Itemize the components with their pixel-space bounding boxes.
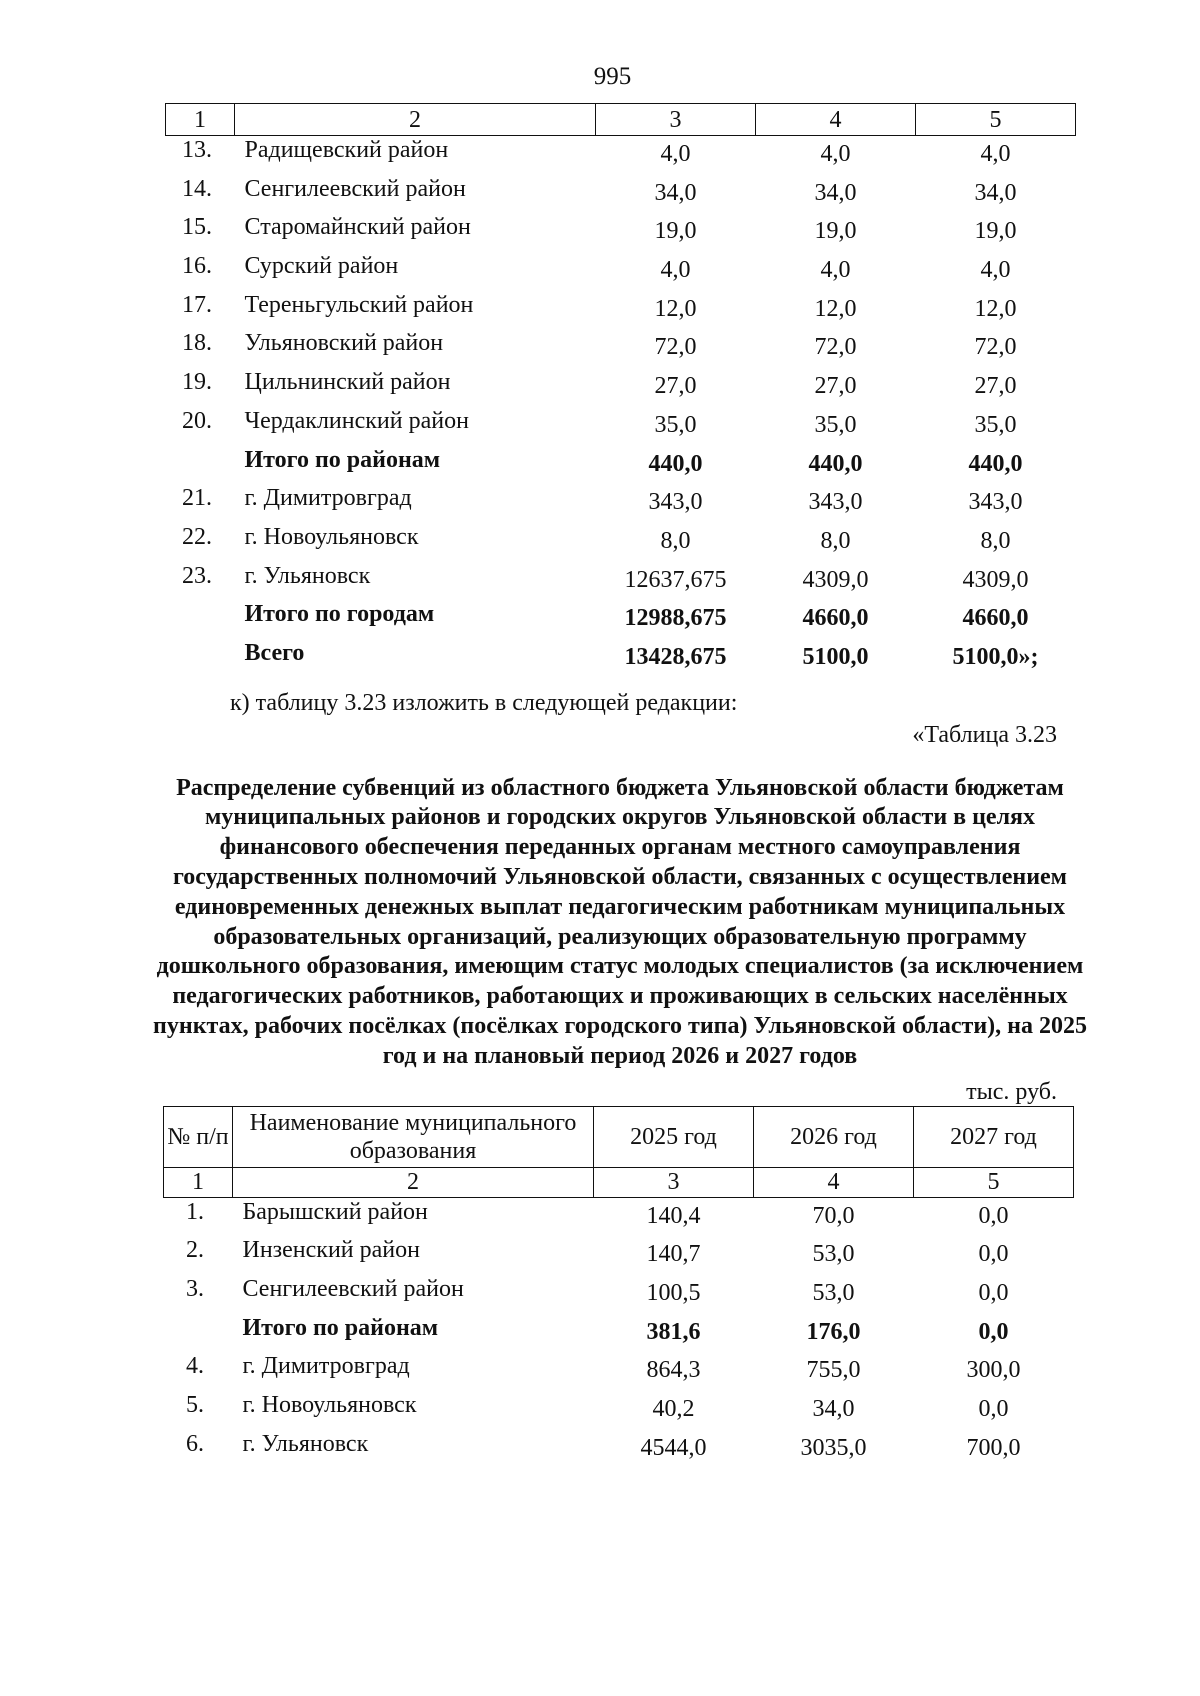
table-row xyxy=(166,252,1076,291)
table-3-23 xyxy=(163,1106,1074,1469)
row-value: 4,0 xyxy=(980,257,1011,284)
header-2025: 2025 год xyxy=(594,1106,754,1167)
row-value: 4,0 xyxy=(980,141,1011,167)
row-value: 72,0 xyxy=(654,334,697,361)
row-name: Старомайнский район xyxy=(244,214,471,241)
row-number: 21. xyxy=(182,485,212,512)
row-value: 5100,0 xyxy=(802,643,869,670)
row-value: 440,0 xyxy=(648,450,703,477)
row-value: 53,0 xyxy=(812,1241,855,1268)
row-number xyxy=(166,639,235,678)
row-value: 4309,0 xyxy=(802,566,869,593)
table-row xyxy=(164,1430,1074,1469)
row-number: 23. xyxy=(182,562,212,589)
col-num: 4 xyxy=(754,1167,914,1197)
row-name: Цильнинский район xyxy=(244,369,451,396)
row-value: 381,6 xyxy=(646,1318,701,1345)
header-number: № п/п xyxy=(164,1106,233,1167)
col-num: 5 xyxy=(914,1167,1074,1197)
row-number: 16. xyxy=(182,253,212,280)
table-row xyxy=(166,407,1076,446)
row-value: 34,0 xyxy=(974,179,1017,206)
row-value: 4309,0 xyxy=(962,566,1029,593)
row-name: Ульяновский район xyxy=(244,330,444,357)
col-num: 5 xyxy=(916,104,1076,136)
row-name: Инзенский район xyxy=(242,1237,420,1264)
row-value: 12,0 xyxy=(974,295,1017,322)
row-value: 3035,0 xyxy=(800,1434,867,1461)
row-value: 35,0 xyxy=(654,411,697,438)
row-value: 4,0 xyxy=(820,141,851,167)
row-number xyxy=(166,600,235,639)
col-num: 1 xyxy=(166,104,235,136)
row-value: 27,0 xyxy=(814,373,857,400)
col-num: 3 xyxy=(596,104,756,136)
table-row xyxy=(166,291,1076,330)
row-name: г. Ульяновск xyxy=(244,562,371,589)
page-content xyxy=(0,103,1200,1468)
table-title: Распределение субвенций из областного бюджета Ульяновской области бюджетам муниципальных районов и городских округов Ульяновской области в целях финансового обеспечения переданных органам местного самоуправления государственных полномочий Ульяновской области, связанных с осуществлением единовременных денежных выплат педагогическим работникам муниципальных образовательных организаций, реализующих образовательную программу дошкольного образования, имеющим статус молодых специалистов (за исключением педагогических работников, работающих и проживающих в сельских населённых пунктах, рабочих посёлках (посёлках городского типа) Ульяновской области), на 2025 год и на плановый период 2026 и 2027 годов xyxy=(153,774,1087,1069)
table-continued xyxy=(165,103,1076,678)
row-value: 53,0 xyxy=(812,1279,855,1306)
row-value: 34,0 xyxy=(654,179,697,206)
row-number xyxy=(164,1314,233,1353)
row-name: Сенгилеевский район xyxy=(244,175,466,202)
row-value: 12988,675 xyxy=(624,605,727,632)
row-value: 12,0 xyxy=(814,295,857,322)
row-value: 72,0 xyxy=(974,334,1017,361)
row-value: 440,0 xyxy=(968,450,1023,477)
table-row xyxy=(164,1197,1074,1236)
row-name: Радищевский район xyxy=(244,137,449,163)
row-name: Тереньгульский район xyxy=(244,291,474,318)
table-row xyxy=(166,523,1076,562)
page-number: 995 xyxy=(593,63,632,90)
row-value: 34,0 xyxy=(812,1396,855,1423)
row-number: 6. xyxy=(186,1430,204,1457)
table-label: «Таблица 3.23 xyxy=(912,721,1057,748)
row-value: 4,0 xyxy=(820,257,851,284)
units-label: тыс. руб. xyxy=(966,1078,1057,1105)
row-name: г. Димитровград xyxy=(242,1353,410,1380)
row-value: 0,0 xyxy=(978,1396,1009,1423)
table-row xyxy=(166,562,1076,601)
row-value: 19,0 xyxy=(974,218,1017,245)
header-row xyxy=(164,1106,1074,1167)
row-value: 40,2 xyxy=(652,1396,695,1423)
row-number: 17. xyxy=(182,291,212,318)
table-row xyxy=(166,136,1076,175)
row-value: 140,4 xyxy=(646,1202,701,1229)
row-number: 5. xyxy=(186,1392,204,1419)
row-number: 1. xyxy=(186,1198,204,1225)
row-value: 300,0 xyxy=(966,1357,1021,1384)
table-row xyxy=(164,1236,1074,1275)
row-value: 35,0 xyxy=(814,411,857,438)
table-row xyxy=(166,600,1076,639)
table-row xyxy=(164,1275,1074,1314)
row-number: 3. xyxy=(186,1275,204,1302)
row-value: 27,0 xyxy=(974,373,1017,400)
row-value: 0,0 xyxy=(978,1241,1009,1268)
row-name: г. Ульяновск xyxy=(242,1430,369,1457)
row-number: 15. xyxy=(182,214,212,241)
row-value: 35,0 xyxy=(974,411,1017,438)
row-name: Чердаклинский район xyxy=(244,407,469,434)
row-name: г. Новоульяновск xyxy=(244,523,419,550)
row-name: г. Новоульяновск xyxy=(242,1392,417,1419)
col-num: 2 xyxy=(235,104,596,136)
table-row xyxy=(166,446,1076,485)
row-value: 8,0 xyxy=(820,527,851,554)
row-number: 4. xyxy=(186,1353,204,1380)
row-value: 176,0 xyxy=(806,1318,861,1345)
row-value: 440,0 xyxy=(808,450,863,477)
row-value: 27,0 xyxy=(654,373,697,400)
table-row xyxy=(166,484,1076,523)
header-2027: 2027 год xyxy=(914,1106,1074,1167)
header-name: Наименование муниципального образования xyxy=(233,1106,594,1167)
row-value: 700,0 xyxy=(966,1434,1021,1461)
table-row xyxy=(166,639,1076,678)
row-value: 70,0 xyxy=(812,1202,855,1229)
row-value: 4660,0 xyxy=(802,605,869,632)
row-value: 0,0 xyxy=(978,1279,1009,1306)
row-value: 4,0 xyxy=(660,141,691,167)
row-name: Итого по районам xyxy=(242,1314,439,1341)
table-row xyxy=(164,1352,1074,1391)
row-number: 13. xyxy=(182,137,212,163)
row-number: 14. xyxy=(182,175,212,202)
row-number: 19. xyxy=(182,369,212,396)
row-value: 343,0 xyxy=(808,489,863,516)
row-value: 0,0 xyxy=(978,1318,1009,1345)
row-value: 4544,0 xyxy=(640,1434,707,1461)
col-num: 4 xyxy=(756,104,916,136)
row-value: 19,0 xyxy=(814,218,857,245)
row-name: Всего xyxy=(244,639,305,666)
header-2026: 2026 год xyxy=(754,1106,914,1167)
col-num: 1 xyxy=(164,1167,233,1197)
row-value: 343,0 xyxy=(968,489,1023,516)
row-value: 12637,675 xyxy=(624,566,727,593)
table-row xyxy=(166,213,1076,252)
row-number: 22. xyxy=(182,523,212,550)
row-value: 13428,675 xyxy=(624,643,727,670)
instruction-text: к) таблицу 3.23 изложить в следующей редакции: xyxy=(230,689,738,716)
row-name: Сурский район xyxy=(244,253,399,280)
row-value: 140,7 xyxy=(646,1241,701,1268)
table-row xyxy=(166,329,1076,368)
col-num: 3 xyxy=(594,1167,754,1197)
column-number-row xyxy=(166,104,1076,136)
column-number-row xyxy=(164,1167,1074,1197)
row-name: Барышский район xyxy=(242,1198,428,1225)
row-number: 2. xyxy=(186,1237,204,1264)
col-num: 2 xyxy=(233,1167,594,1197)
row-value: 4,0 xyxy=(660,257,691,284)
row-value: 5100,0»; xyxy=(952,643,1039,670)
row-value: 8,0 xyxy=(660,527,691,554)
row-number xyxy=(166,446,235,485)
row-value: 755,0 xyxy=(806,1357,861,1384)
row-value: 72,0 xyxy=(814,334,857,361)
row-value: 100,5 xyxy=(646,1279,701,1306)
row-value: 12,0 xyxy=(654,295,697,322)
table-row xyxy=(166,175,1076,214)
row-value: 34,0 xyxy=(814,179,857,206)
table-row xyxy=(164,1391,1074,1430)
row-name: Итого по районам xyxy=(244,446,441,473)
row-value: 0,0 xyxy=(978,1202,1009,1229)
row-name: Итого по городам xyxy=(244,601,435,628)
row-value: 19,0 xyxy=(654,218,697,245)
row-value: 864,3 xyxy=(646,1357,701,1384)
row-name: г. Димитровград xyxy=(244,485,412,512)
table-row xyxy=(166,368,1076,407)
row-number: 18. xyxy=(182,330,212,357)
row-value: 8,0 xyxy=(980,527,1011,554)
row-value: 343,0 xyxy=(648,489,703,516)
row-number: 20. xyxy=(182,407,212,434)
table-row xyxy=(164,1314,1074,1353)
row-name: Сенгилеевский район xyxy=(242,1275,464,1302)
row-value: 4660,0 xyxy=(962,605,1029,632)
